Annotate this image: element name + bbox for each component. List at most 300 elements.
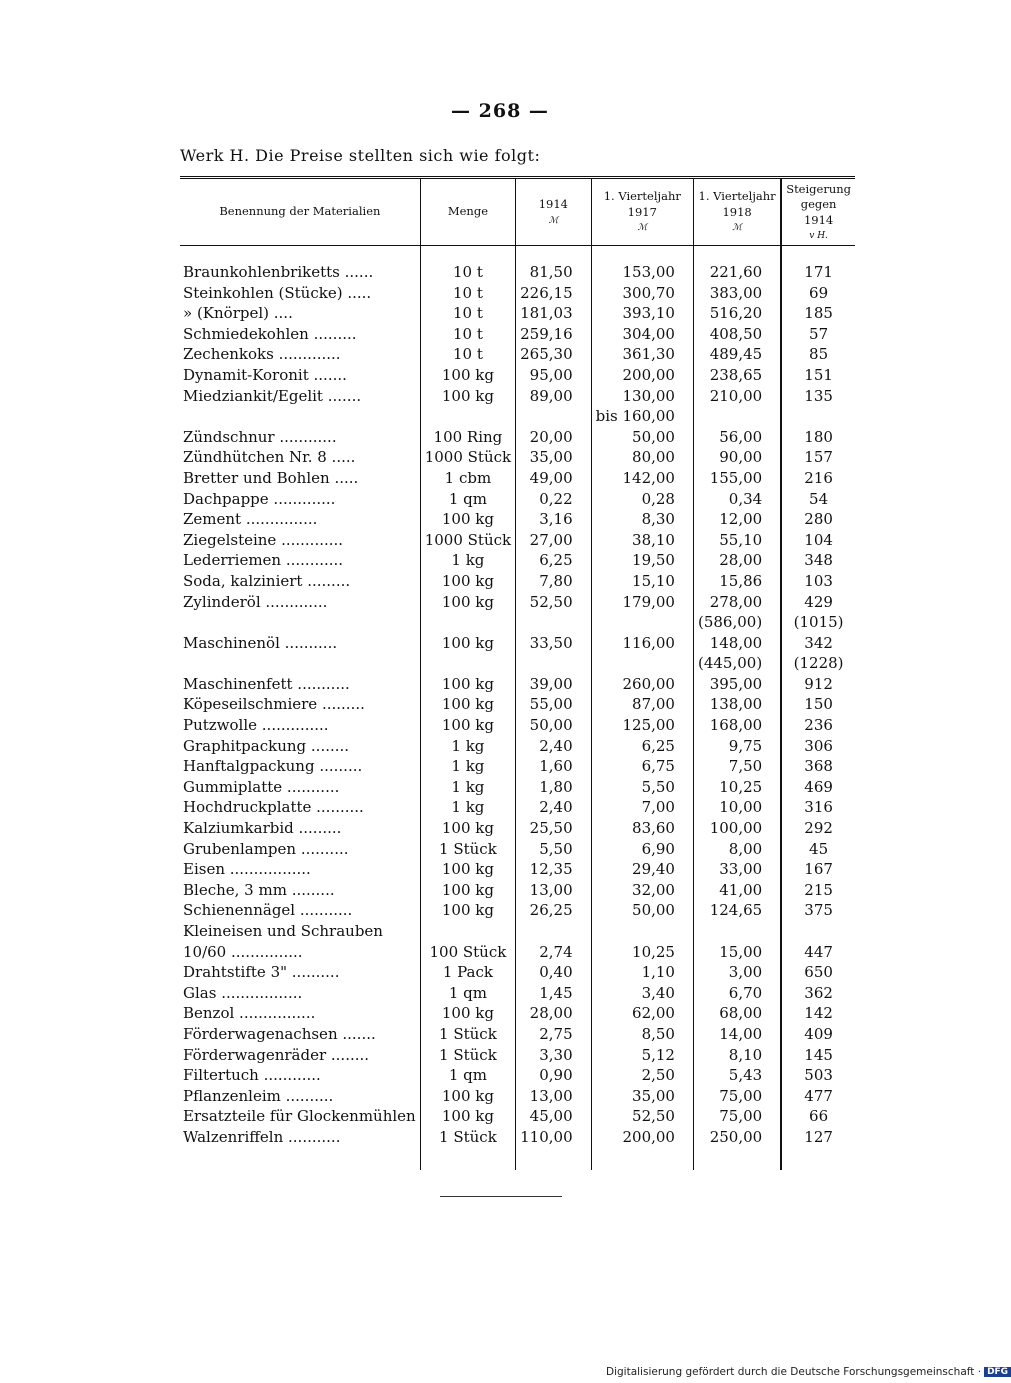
table-row <box>180 489 855 510</box>
cell-increase: 292 <box>781 818 855 839</box>
table-row <box>180 283 855 304</box>
table-row <box>180 468 855 489</box>
cell-material: Lederriemen ............ <box>183 551 344 570</box>
cell-increase: 57 <box>781 324 855 345</box>
cell-material: Hochdruckplatte .......... <box>183 798 364 817</box>
spacer-cell <box>180 1148 420 1170</box>
cell-1917: 35,00 <box>591 1086 693 1107</box>
header-quantity: Menge <box>420 178 515 246</box>
cell-increase: 348 <box>781 550 855 571</box>
cell-material: Zement ............... <box>183 510 318 529</box>
cell-increase: 142 <box>781 1003 855 1024</box>
table-row <box>180 715 855 736</box>
table-row <box>180 797 855 818</box>
cell-1917: 153,00 <box>591 262 693 283</box>
cell-quantity: 100 kg <box>420 633 515 654</box>
cell-material: Dachpappe ............. <box>183 489 336 508</box>
cell-quantity: 1000 Stück <box>420 447 515 468</box>
cell-material: Ersatzteile für Glockenmühlen <box>183 1107 416 1126</box>
spacer-cell <box>693 246 781 263</box>
cell-1917: 38,10 <box>591 530 693 551</box>
cell-1917: 300,70 <box>591 283 693 304</box>
cell-1914: 20,00 <box>516 427 592 448</box>
cell-1914: 2,40 <box>516 736 592 757</box>
cell-1917: 87,00 <box>591 694 693 715</box>
cell-increase: 185 <box>781 303 855 324</box>
table-header-row <box>180 178 855 246</box>
cell-1917: 29,40 <box>591 859 693 880</box>
table-row <box>180 1127 855 1148</box>
cell-material: Maschinenfett ........... <box>183 674 350 693</box>
header-1918: 1. Vierteljahr 1918 ℳ <box>693 178 781 246</box>
cell-quantity: 100 kg <box>420 818 515 839</box>
cell-1914: 81,50 <box>516 262 592 283</box>
cell-quantity: 100 kg <box>420 592 515 613</box>
cell-1918: 10,00 <box>693 797 781 818</box>
cell-1914: 110,00 <box>516 1127 592 1148</box>
cell-material: Pflanzenleim .......... <box>183 1086 334 1105</box>
cell-1914: 6,25 <box>516 550 592 571</box>
cell-1918: 138,00 <box>693 694 781 715</box>
cell-1917: 361,30 <box>591 344 693 365</box>
cell-1917: 83,60 <box>591 818 693 839</box>
cell-1914: 45,00 <box>516 1106 592 1127</box>
cell-1918: 221,60 <box>693 262 781 283</box>
cell-1918: 33,00 <box>693 859 781 880</box>
spacer-cell <box>781 1148 855 1170</box>
cell-material: Schmiedekohlen ......... <box>183 324 357 343</box>
table-row <box>180 962 855 983</box>
cell-quantity: 1 Stück <box>420 1127 515 1148</box>
cell-1918: 0,34 <box>693 489 781 510</box>
cell-1918: 3,00 <box>693 962 781 983</box>
table-row <box>180 1003 855 1024</box>
cell-quantity: 1 kg <box>420 797 515 818</box>
cell-1917: 200,00 <box>591 365 693 386</box>
cell-material: Miedziankit/Egelit ....... <box>183 386 362 405</box>
cell-1918: 41,00 <box>693 880 781 901</box>
cell-quantity: 100 kg <box>420 386 515 407</box>
cell-1917 <box>591 653 693 674</box>
cell-1917 <box>591 612 693 633</box>
cell-material: Zechenkoks ............. <box>183 345 341 364</box>
cell-1918 <box>693 921 781 942</box>
cell-1918: 8,00 <box>693 839 781 860</box>
cell-increase: 342 <box>781 633 855 654</box>
cell-material: Bleche, 3 mm ......... <box>183 880 335 899</box>
cell-1914 <box>516 406 592 427</box>
cell-quantity: 100 kg <box>420 509 515 530</box>
cell-1918: 6,70 <box>693 983 781 1004</box>
cell-1914: 1,60 <box>516 756 592 777</box>
cell-1914: 50,00 <box>516 715 592 736</box>
cell-quantity: 100 Ring <box>420 427 515 448</box>
cell-1917: 6,90 <box>591 839 693 860</box>
cell-1917: 6,25 <box>591 736 693 757</box>
cell-1917: 260,00 <box>591 674 693 695</box>
cell-material: Graphitpackung ........ <box>183 736 350 755</box>
table-row <box>180 736 855 757</box>
cell-1918: 9,75 <box>693 736 781 757</box>
cell-increase: 104 <box>781 530 855 551</box>
cell-1917 <box>591 921 693 942</box>
currency-unit: ℳ <box>732 223 742 234</box>
footer-credit: Digitalisierung gefördert durch die Deutsche Forschungsgemeinschaft · DFG <box>606 1366 1011 1378</box>
cell-material <box>180 406 420 427</box>
cell-1914: 52,50 <box>516 592 592 613</box>
header-name: Benennung der Materialien <box>180 178 420 246</box>
cell-increase: 171 <box>781 262 855 283</box>
cell-increase <box>781 921 855 942</box>
cell-increase: 157 <box>781 447 855 468</box>
spacer-cell <box>420 1148 515 1170</box>
table-row <box>180 427 855 448</box>
cell-1914: 0,22 <box>516 489 592 510</box>
table-row <box>180 509 855 530</box>
cell-1914: 26,25 <box>516 900 592 921</box>
cell-quantity: 100 kg <box>420 674 515 695</box>
cell-1914: 0,90 <box>516 1065 592 1086</box>
cell-1918: 10,25 <box>693 777 781 798</box>
table-row-continuation <box>180 653 855 674</box>
cell-1914: 12,35 <box>516 859 592 880</box>
cell-1917: 179,00 <box>591 592 693 613</box>
cell-material: Ziegelsteine ............. <box>183 530 344 549</box>
cell-increase: 368 <box>781 756 855 777</box>
cell-quantity: 10 t <box>420 303 515 324</box>
cell-1914: 2,75 <box>516 1024 592 1045</box>
cell-material <box>180 653 420 674</box>
cell-1914: 13,00 <box>516 1086 592 1107</box>
cell-1918: 90,00 <box>693 447 781 468</box>
cell-material: Drahtstifte 3" .......... <box>183 963 340 982</box>
cell-1917: 15,10 <box>591 571 693 592</box>
cell-1914: 27,00 <box>516 530 592 551</box>
spacer-row <box>180 246 855 263</box>
cell-1918: 238,65 <box>693 365 781 386</box>
cell-1918: (445,00) <box>693 653 781 674</box>
cell-1917: 32,00 <box>591 880 693 901</box>
cell-1918: 124,65 <box>693 900 781 921</box>
cell-increase: 180 <box>781 427 855 448</box>
table-row-continuation <box>180 406 855 427</box>
spacer-cell <box>180 246 420 263</box>
cell-increase: 503 <box>781 1065 855 1086</box>
header-increase: Steigerung gegen 1914 v H. <box>781 178 855 246</box>
cell-increase: 477 <box>781 1086 855 1107</box>
cell-1917: 8,30 <box>591 509 693 530</box>
table-row <box>180 777 855 798</box>
cell-quantity: 10 t <box>420 262 515 283</box>
cell-increase: 151 <box>781 365 855 386</box>
cell-increase: 54 <box>781 489 855 510</box>
cell-material: 10/60 ............... <box>183 942 303 961</box>
end-rule <box>440 1196 562 1197</box>
cell-increase: 429 <box>781 592 855 613</box>
cell-increase: 66 <box>781 1106 855 1127</box>
cell-material: Braunkohlenbriketts ...... <box>183 263 374 281</box>
spacer-cell <box>516 1148 592 1170</box>
cell-1917: bis 160,00 <box>591 406 693 427</box>
cell-1917: 0,28 <box>591 489 693 510</box>
cell-1917: 52,50 <box>591 1106 693 1127</box>
spacer-cell <box>420 246 515 263</box>
cell-1914: 55,00 <box>516 694 592 715</box>
cell-quantity: 100 kg <box>420 900 515 921</box>
cell-1917: 19,50 <box>591 550 693 571</box>
table-row <box>180 859 855 880</box>
table-row <box>180 571 855 592</box>
cell-increase: 145 <box>781 1045 855 1066</box>
table-row <box>180 386 855 407</box>
cell-1914: 89,00 <box>516 386 592 407</box>
cell-1914: 13,00 <box>516 880 592 901</box>
cell-1914: 28,00 <box>516 1003 592 1024</box>
cell-material: Kalziumkarbid ......... <box>183 819 342 838</box>
cell-quantity: 10 t <box>420 283 515 304</box>
price-table <box>180 176 855 1170</box>
cell-quantity: 100 kg <box>420 715 515 736</box>
cell-quantity: 100 kg <box>420 859 515 880</box>
cell-increase: 45 <box>781 839 855 860</box>
cell-1914: 181,03 <box>516 303 592 324</box>
table-row <box>180 756 855 777</box>
cell-1918: 168,00 <box>693 715 781 736</box>
cell-1917: 80,00 <box>591 447 693 468</box>
cell-material: Zündschnur ............ <box>183 427 337 446</box>
cell-1917: 142,00 <box>591 468 693 489</box>
currency-unit: ℳ <box>548 215 559 226</box>
cell-1914: 25,50 <box>516 818 592 839</box>
cell-1914: 5,50 <box>516 839 592 860</box>
cell-increase <box>781 406 855 427</box>
cell-increase: 912 <box>781 674 855 695</box>
cell-1917: 50,00 <box>591 900 693 921</box>
spacer-cell <box>591 246 693 263</box>
cell-1918: 75,00 <box>693 1086 781 1107</box>
cell-1917: 125,00 <box>591 715 693 736</box>
cell-1918: 12,00 <box>693 509 781 530</box>
cell-material: Filtertuch ............ <box>183 1066 321 1085</box>
cell-1918: 55,10 <box>693 530 781 551</box>
cell-1918: 250,00 <box>693 1127 781 1148</box>
dfg-logo: DFG <box>984 1367 1011 1377</box>
table-row <box>180 324 855 345</box>
table-row <box>180 344 855 365</box>
table-row <box>180 365 855 386</box>
cell-quantity: 1 kg <box>420 736 515 757</box>
cell-1918 <box>693 406 781 427</box>
cell-increase: 280 <box>781 509 855 530</box>
cell-1917: 6,75 <box>591 756 693 777</box>
cell-1918: 7,50 <box>693 756 781 777</box>
cell-quantity: 100 kg <box>420 880 515 901</box>
spacer-cell <box>516 246 592 263</box>
cell-increase: 69 <box>781 283 855 304</box>
cell-material: » (Knörpel) .... <box>183 304 293 323</box>
cell-material: Benzol ................ <box>183 1004 316 1023</box>
cell-1914: 3,30 <box>516 1045 592 1066</box>
cell-material: Gummiplatte ........... <box>183 777 340 796</box>
cell-quantity: 100 kg <box>420 1003 515 1024</box>
table-row <box>180 633 855 654</box>
cell-increase: (1228) <box>781 653 855 674</box>
page-number: — 268 — <box>451 100 549 122</box>
cell-1918: 489,45 <box>693 344 781 365</box>
cell-1918: 408,50 <box>693 324 781 345</box>
table-row <box>180 550 855 571</box>
cell-1914 <box>516 612 592 633</box>
cell-quantity: 1 qm <box>420 1065 515 1086</box>
cell-increase: 306 <box>781 736 855 757</box>
cell-1917: 116,00 <box>591 633 693 654</box>
cell-1918: 14,00 <box>693 1024 781 1045</box>
table-row <box>180 1106 855 1127</box>
cell-1914: 95,00 <box>516 365 592 386</box>
cell-1918: 8,10 <box>693 1045 781 1066</box>
cell-1917: 200,00 <box>591 1127 693 1148</box>
cell-material: Kleineisen und Schrauben <box>183 922 383 940</box>
cell-1914 <box>516 653 592 674</box>
cell-increase: 103 <box>781 571 855 592</box>
cell-material <box>180 612 420 633</box>
cell-1917: 8,50 <box>591 1024 693 1045</box>
cell-material: Soda, kalziniert ......... <box>183 571 351 590</box>
cell-quantity: 1 Stück <box>420 1024 515 1045</box>
cell-quantity: 1 kg <box>420 756 515 777</box>
cell-material: Dynamit-Koronit ....... <box>183 365 347 384</box>
cell-material: Zündhütchen Nr. 8 ..... <box>183 448 356 467</box>
cell-1917: 62,00 <box>591 1003 693 1024</box>
cell-quantity: 100 kg <box>420 571 515 592</box>
table-row <box>180 1065 855 1086</box>
table-row <box>180 694 855 715</box>
cell-1914: 226,15 <box>516 283 592 304</box>
table-row <box>180 880 855 901</box>
cell-1918: 395,00 <box>693 674 781 695</box>
cell-1914: 3,16 <box>516 509 592 530</box>
table-row <box>180 1045 855 1066</box>
header-1917: 1. Vierteljahr 1917 ℳ <box>591 178 693 246</box>
cell-increase: (1015) <box>781 612 855 633</box>
cell-1917: 5,50 <box>591 777 693 798</box>
cell-1914: 33,50 <box>516 633 592 654</box>
cell-quantity: 1000 Stück <box>420 530 515 551</box>
cell-1917: 304,00 <box>591 324 693 345</box>
cell-1914: 49,00 <box>516 468 592 489</box>
cell-1918: 210,00 <box>693 386 781 407</box>
cell-1918: 28,00 <box>693 550 781 571</box>
cell-1917: 5,12 <box>591 1045 693 1066</box>
table-row-continuation <box>180 612 855 633</box>
cell-1918: 68,00 <box>693 1003 781 1024</box>
cell-material: Schienennägel ........... <box>183 901 353 920</box>
cell-increase: 375 <box>781 900 855 921</box>
cell-1914: 35,00 <box>516 447 592 468</box>
cell-increase: 216 <box>781 468 855 489</box>
cell-increase: 650 <box>781 962 855 983</box>
cell-1917: 130,00 <box>591 386 693 407</box>
cell-material: Glas ................. <box>183 983 303 1002</box>
cell-1918: 383,00 <box>693 283 781 304</box>
cell-1914 <box>516 921 592 942</box>
cell-quantity <box>420 406 515 427</box>
cell-increase: 167 <box>781 859 855 880</box>
cell-1917: 3,40 <box>591 983 693 1004</box>
cell-increase: 150 <box>781 694 855 715</box>
cell-quantity: 10 t <box>420 344 515 365</box>
cell-quantity: 10 t <box>420 324 515 345</box>
cell-quantity: 1 Stück <box>420 1045 515 1066</box>
cell-1914: 0,40 <box>516 962 592 983</box>
cell-quantity: 100 kg <box>420 1106 515 1127</box>
spacer-cell <box>591 1148 693 1170</box>
cell-quantity: 1 qm <box>420 489 515 510</box>
cell-1914: 259,16 <box>516 324 592 345</box>
cell-material: Grubenlampen .......... <box>183 839 349 858</box>
table-body <box>180 246 855 1170</box>
cell-quantity: 1 Pack <box>420 962 515 983</box>
cell-1914: 7,80 <box>516 571 592 592</box>
cell-1918: 278,00 <box>693 592 781 613</box>
cell-material: Bretter und Bohlen ..... <box>183 468 359 487</box>
cell-1918: 5,43 <box>693 1065 781 1086</box>
cell-1918: 15,86 <box>693 571 781 592</box>
cell-quantity: 1 cbm <box>420 468 515 489</box>
cell-material: Putzwolle .............. <box>183 716 329 735</box>
cell-increase: 469 <box>781 777 855 798</box>
table-row <box>180 983 855 1004</box>
cell-material: Köpeseilschmiere ......... <box>183 695 365 714</box>
cell-increase: 236 <box>781 715 855 736</box>
table-row <box>180 262 855 283</box>
cell-1914: 265,30 <box>516 344 592 365</box>
cell-quantity: 100 Stück <box>420 942 515 963</box>
cell-1918: 56,00 <box>693 427 781 448</box>
cell-material: Förderwagenräder ........ <box>183 1045 370 1064</box>
cell-material: Hanftalgpackung ......... <box>183 757 363 776</box>
cell-material: Förderwagenachsen ....... <box>183 1024 376 1043</box>
table-row-continuation <box>180 942 855 963</box>
spacer-cell <box>693 1148 781 1170</box>
cell-1914: 1,45 <box>516 983 592 1004</box>
cell-increase: 447 <box>781 942 855 963</box>
cell-quantity <box>420 921 515 942</box>
cell-increase: 127 <box>781 1127 855 1148</box>
table-row <box>180 592 855 613</box>
cell-quantity: 1 Stück <box>420 839 515 860</box>
cell-1917: 7,00 <box>591 797 693 818</box>
percent-unit: v H. <box>809 231 828 242</box>
table-row <box>180 900 855 921</box>
cell-material: Walzenriffeln ........... <box>183 1127 341 1146</box>
cell-material: Eisen ................. <box>183 860 311 879</box>
cell-1918: 155,00 <box>693 468 781 489</box>
table-row <box>180 674 855 695</box>
cell-1917: 50,00 <box>591 427 693 448</box>
cell-material: Maschinenöl ........... <box>183 633 338 652</box>
table-row <box>180 447 855 468</box>
spacer-row <box>180 1148 855 1170</box>
table-row <box>180 818 855 839</box>
cell-increase: 135 <box>781 386 855 407</box>
table-row <box>180 1024 855 1045</box>
cell-1917: 393,10 <box>591 303 693 324</box>
cell-1914: 2,74 <box>516 942 592 963</box>
cell-1917: 1,10 <box>591 962 693 983</box>
cell-quantity: 100 kg <box>420 365 515 386</box>
cell-1914: 39,00 <box>516 674 592 695</box>
